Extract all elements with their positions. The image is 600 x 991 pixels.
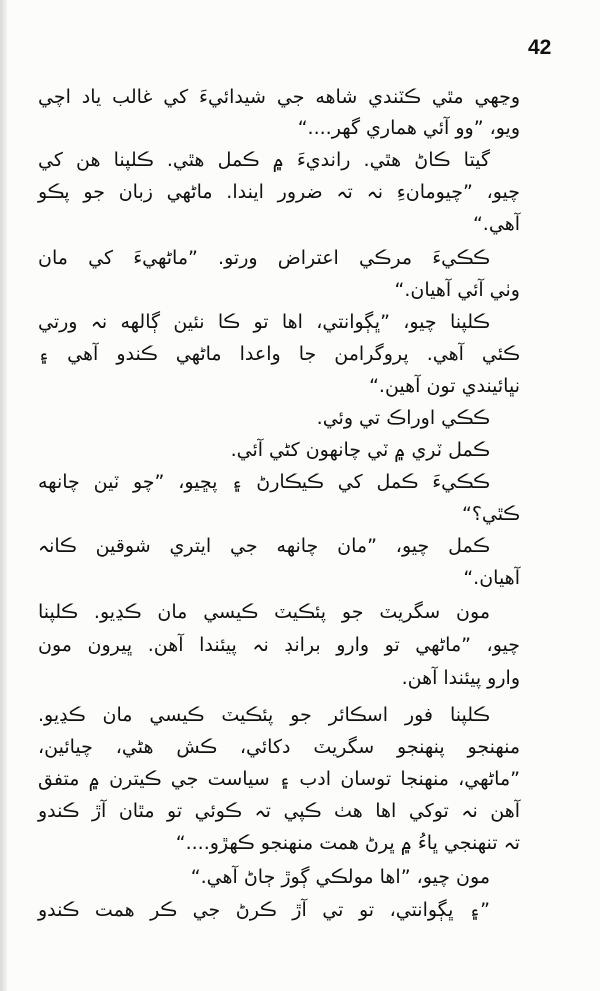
text-line: چيو، ”ماڻهي تو وارو برانڊ نہ پيئندا آهن. ڀيرون مون	[38, 634, 520, 656]
text-line: مون سگريٽ جو پئڪيٽ ڪيسي مان ڪڍيو. ڪلپنا	[38, 601, 490, 623]
text-line: تہ تنهنجي ڀاءُ ۾ ڀرڻ همت منهنجو ڪهڙو....“	[175, 832, 520, 854]
text-line: وٺي آئي آهيان.“	[394, 279, 520, 301]
text-line: وڃهي مٿي ڪٽندي شاهه جي شيدائيءَ کي غالب ياد اچي	[38, 86, 520, 108]
page-number: 42	[528, 36, 552, 59]
text-line: ڪڪيءَ مرڪي اعتراض ورتو. ”ماڻهيءَ کي مان	[38, 247, 490, 269]
text-line: آهيان.“	[463, 567, 520, 589]
page-edge-shadow	[0, 0, 7, 991]
text-line: ”۽ ڀڳوانتي، تو تي آڙ ڪرڻ جي ڪر همت ڪندو	[38, 899, 490, 921]
text-line: ڪمل چيو، ”مان چانهه جي ايتري شوقين ڪانہ	[38, 535, 490, 557]
text-line: ڪئي آهي. پروگرامن جا واعدا ماڻهي ڪندو آهي ۽	[38, 343, 520, 365]
text-line: ڪلپنا فور اسڪائر جو پئڪيٽ ڪيسي مان ڪڍيو.	[38, 704, 490, 726]
text-line: ڪلپنا چيو، ”ڀڳوانتي، اها تو ڪا نئين ڳالهه نہ ورتي	[38, 311, 490, 333]
text-line: نڀائيندي تون آهين.“	[369, 375, 520, 397]
text-line: ڪڪي اوراڪ تي وئي.	[316, 407, 490, 429]
text-line: آهي.“	[472, 213, 520, 235]
text-line: منهنجو پنهنجو سگريٽ دکائي، ڪش هڻي، چيائين،	[38, 736, 520, 758]
text-line: گيتا ڪاڻ هٿي. رانديءَ ۾ ڪمل هٿي. ڪلپنا هن کي	[38, 149, 490, 171]
text-line: ڪڪيءَ ڪمل کي ڪيڪارڻ ۽ پڇيو، ”چو ٽين چانهه	[38, 471, 490, 493]
text-line: ڪمل ٽري ۾ ٽي چانهون کڻي آئي.	[230, 439, 490, 461]
text-line: وارو پيئندا آهن.	[401, 667, 520, 689]
text-line: ”ماڻهي، منهنجا توسان ادب ۽ سياست جي ڪيترن ۾ متفق	[38, 768, 520, 790]
text-line: چيو، ”چيومانءِ نہ تہ ضرور ايندا. ماڻهي زبان جو پڪو	[38, 181, 520, 203]
text-line: ويو، ”وو آئي هماري گهر....“	[297, 117, 520, 139]
text-line: ڪٿي؟“	[462, 503, 520, 525]
text-line: آهن نہ توکي اها هٺ ڪپي تہ ڪوئي تو مٿان آڙ ڪندو	[38, 800, 520, 822]
text-line: مون چيو، ”اها مولڪي ڳوڙ ڄاڻ آهي.“	[190, 866, 490, 888]
